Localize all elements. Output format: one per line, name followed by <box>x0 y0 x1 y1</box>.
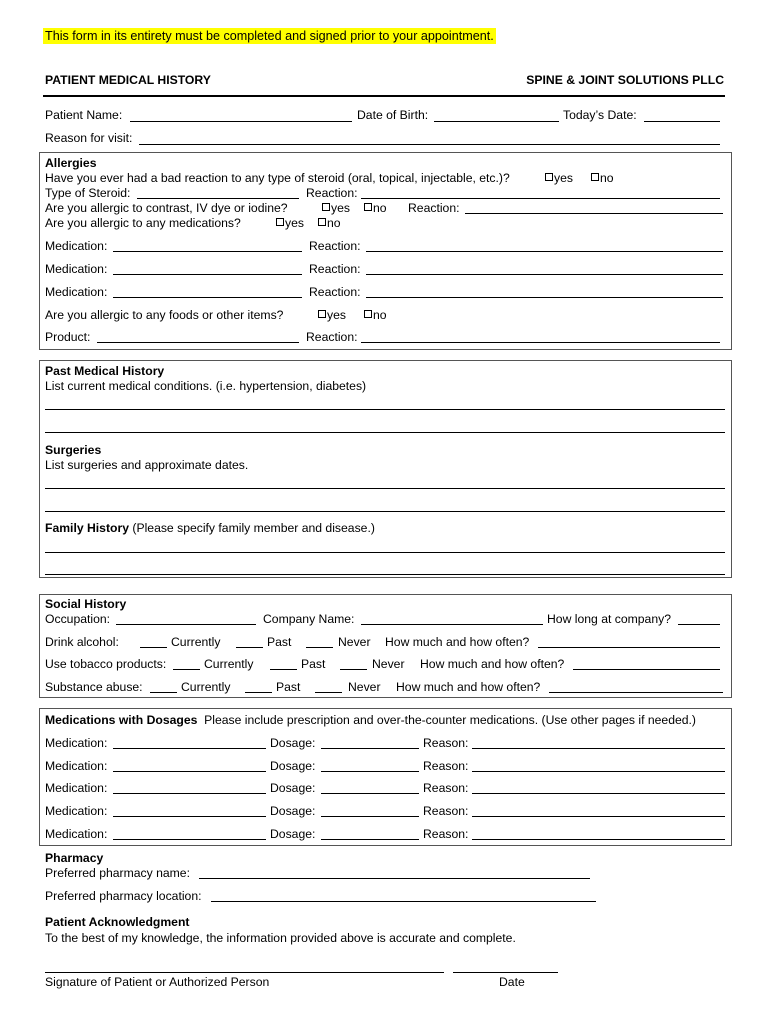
medication-label: Medication: <box>45 759 108 773</box>
checkbox-icon[interactable] <box>276 218 284 226</box>
family-history-line[interactable] <box>45 574 725 575</box>
steroid-reaction-label: Reaction: <box>306 186 358 200</box>
steroid-type-field[interactable] <box>137 198 299 199</box>
dosage-field[interactable] <box>321 816 419 817</box>
substance-how-often-label: How much and how often? <box>396 680 541 694</box>
substance-how-often-field[interactable] <box>549 692 723 693</box>
med-reason-field[interactable] <box>472 793 725 794</box>
product-label: Product: <box>45 330 91 344</box>
medication-field[interactable] <box>113 839 266 840</box>
checkbox-icon[interactable] <box>364 203 372 211</box>
contrast-question: Are you allergic to contrast, IV dye or iodine? <box>45 201 288 215</box>
today-date-label: Today’s Date: <box>563 108 637 122</box>
dosage-label: Dosage: <box>270 804 316 818</box>
medication-allergy-yes-option[interactable]: yes <box>276 216 304 230</box>
dob-field[interactable] <box>434 121 559 122</box>
appointment-notice: This form in its entirety must be completed and signed prior to your appointment. <box>45 29 494 43</box>
reason-label: Reason for visit: <box>45 131 133 145</box>
occupation-label: Occupation: <box>45 612 111 626</box>
allergy-medication-label: Medication: <box>45 285 108 299</box>
medication-field[interactable] <box>113 793 266 794</box>
pharmacy-name-field[interactable] <box>199 878 590 879</box>
dosage-field[interactable] <box>321 839 419 840</box>
allergy-reaction-label: Reaction: <box>309 239 361 253</box>
product-field[interactable] <box>97 342 299 343</box>
past-medical-history-instruction: List current medical conditions. (i.e. hypertension, diabetes) <box>45 379 367 393</box>
medication-field[interactable] <box>113 748 266 749</box>
steroid-question: Have you ever had a bad reaction to any type of steroid (oral, topical, injectable, etc.)? <box>45 171 510 185</box>
pharmacy-heading: Pharmacy <box>45 851 104 865</box>
substance-past-field[interactable] <box>245 692 272 693</box>
contrast-reaction-label: Reaction: <box>408 201 460 215</box>
steroid-no-option[interactable]: no <box>591 171 614 185</box>
medication-label: Medication: <box>45 804 108 818</box>
tobacco-past-field[interactable] <box>270 669 297 670</box>
checkbox-icon[interactable] <box>318 218 326 226</box>
med-reason-label: Reason: <box>423 759 469 773</box>
allergy-medication-label: Medication: <box>45 262 108 276</box>
medications-heading-row: Medications with Dosages Please include prescription and over-the-counter medications. (Use other pages if needed.) <box>45 713 696 727</box>
past-medical-history-heading: Past Medical History <box>45 364 165 378</box>
social-history-heading: Social History <box>45 597 127 611</box>
allergy-reaction-field[interactable] <box>366 297 723 298</box>
med-reason-field[interactable] <box>472 771 725 772</box>
dosage-label: Dosage: <box>270 827 316 841</box>
pharmacy-location-label: Preferred pharmacy location: <box>45 889 202 903</box>
allergy-reaction-label: Reaction: <box>309 285 361 299</box>
med-reason-label: Reason: <box>423 781 469 795</box>
tobacco-currently-field[interactable] <box>173 669 200 670</box>
med-reason-field[interactable] <box>472 839 725 840</box>
tobacco-how-often-label: How much and how often? <box>420 657 565 671</box>
allergies-heading: Allergies <box>45 156 97 170</box>
how-long-label: How long at company? <box>547 612 671 626</box>
tobacco-label: Use tobacco products: <box>45 657 167 671</box>
steroid-type-label: Type of Steroid: <box>45 186 131 200</box>
signature-date-field[interactable] <box>453 972 558 973</box>
product-reaction-field[interactable] <box>361 342 720 343</box>
food-allergy-no-option[interactable]: no <box>364 308 387 322</box>
occupation-field[interactable] <box>116 624 256 625</box>
checkbox-icon[interactable] <box>318 310 326 318</box>
med-reason-field[interactable] <box>472 816 725 817</box>
medication-field[interactable] <box>113 771 266 772</box>
substance-past-label: Past <box>276 680 301 694</box>
form-title: PATIENT MEDICAL HISTORY <box>45 73 211 87</box>
allergy-medication-label: Medication: <box>45 239 108 253</box>
checkbox-icon[interactable] <box>591 173 599 181</box>
medical-conditions-line[interactable] <box>45 409 725 410</box>
checkbox-icon[interactable] <box>364 310 372 318</box>
dosage-field[interactable] <box>321 793 419 794</box>
contrast-reaction-field[interactable] <box>465 213 723 214</box>
substance-never-label: Never <box>348 680 381 694</box>
patient-name-field[interactable] <box>130 121 352 122</box>
substance-currently-label: Currently <box>181 680 231 694</box>
reason-field[interactable] <box>139 144 720 145</box>
food-allergy-yes-option[interactable]: yes <box>318 308 346 322</box>
dob-label: Date of Birth: <box>357 108 429 122</box>
steroid-yes-option[interactable]: yes <box>545 171 573 185</box>
surgeries-line[interactable] <box>45 511 725 512</box>
allergy-reaction-field[interactable] <box>366 274 723 275</box>
header-rule <box>43 95 725 97</box>
company-field[interactable] <box>361 624 543 625</box>
allergy-reaction-field[interactable] <box>366 251 723 252</box>
checkbox-icon[interactable] <box>322 203 330 211</box>
medication-label: Medication: <box>45 781 108 795</box>
contrast-yes-option[interactable]: yes <box>322 201 350 215</box>
substance-label: Substance abuse: <box>45 680 143 694</box>
med-reason-label: Reason: <box>423 827 469 841</box>
dosage-field[interactable] <box>321 771 419 772</box>
acknowledgment-text: To the best of my knowledge, the information provided above is accurate and complete. <box>45 931 516 945</box>
dosage-label: Dosage: <box>270 736 316 750</box>
food-allergy-question: Are you allergic to any foods or other items? <box>45 308 284 322</box>
steroid-reaction-field[interactable] <box>361 198 720 199</box>
company-label: Company Name: <box>263 612 355 626</box>
family-history-heading-row: Family History (Please specify family member and disease.) <box>45 521 375 535</box>
product-reaction-label: Reaction: <box>306 330 358 344</box>
pharmacy-location-field[interactable] <box>211 901 596 902</box>
med-reason-label: Reason: <box>423 736 469 750</box>
surgeries-heading: Surgeries <box>45 443 102 457</box>
tobacco-past-label: Past <box>301 657 326 671</box>
surgeries-instruction: List surgeries and approximate dates. <box>45 458 249 472</box>
alcohol-currently-field[interactable] <box>140 647 167 648</box>
family-history-line[interactable] <box>45 552 725 553</box>
alcohol-past-label: Past <box>267 635 292 649</box>
medications-section <box>39 708 732 846</box>
alcohol-how-often-field[interactable] <box>538 647 720 648</box>
dosage-label: Dosage: <box>270 781 316 795</box>
substance-currently-field[interactable] <box>150 692 177 693</box>
today-date-field[interactable] <box>644 121 720 122</box>
contrast-no-option[interactable]: no <box>364 201 387 215</box>
medication-allergy-question: Are you allergic to any medications? <box>45 216 241 230</box>
substance-never-field[interactable] <box>315 692 342 693</box>
alcohol-past-field[interactable] <box>236 647 263 648</box>
signature-label: Signature of Patient or Authorized Person <box>45 975 270 989</box>
checkbox-icon[interactable] <box>545 173 553 181</box>
dosage-label: Dosage: <box>270 759 316 773</box>
tobacco-how-often-field[interactable] <box>573 669 720 670</box>
medication-allergy-no-option[interactable]: no <box>318 216 341 230</box>
acknowledgment-heading: Patient Acknowledgment <box>45 915 190 929</box>
allergy-medication-field[interactable] <box>113 274 302 275</box>
tobacco-never-field[interactable] <box>340 669 367 670</box>
pharmacy-name-label: Preferred pharmacy name: <box>45 866 190 880</box>
medication-label: Medication: <box>45 827 108 841</box>
alcohol-how-often-label: How much and how often? <box>385 635 530 649</box>
alcohol-currently-label: Currently <box>171 635 221 649</box>
patient-name-label: Patient Name: <box>45 108 123 122</box>
medication-label: Medication: <box>45 736 108 750</box>
signature-field[interactable] <box>45 972 444 973</box>
date-label: Date <box>499 975 525 989</box>
alcohol-never-field[interactable] <box>306 647 333 648</box>
alcohol-never-label: Never <box>338 635 371 649</box>
surgeries-line[interactable] <box>45 488 725 489</box>
allergy-medication-field[interactable] <box>113 251 302 252</box>
medication-field[interactable] <box>113 816 266 817</box>
dosage-field[interactable] <box>321 748 419 749</box>
allergy-reaction-label: Reaction: <box>309 262 361 276</box>
medical-conditions-line[interactable] <box>45 432 725 433</box>
tobacco-currently-label: Currently <box>204 657 254 671</box>
alcohol-label: Drink alcohol: <box>45 635 119 649</box>
med-reason-label: Reason: <box>423 804 469 818</box>
allergy-medication-field[interactable] <box>113 297 302 298</box>
how-long-field[interactable] <box>678 624 720 625</box>
tobacco-never-label: Never <box>372 657 405 671</box>
med-reason-field[interactable] <box>472 748 725 749</box>
practice-name: SPINE & JOINT SOLUTIONS PLLC <box>526 73 724 87</box>
